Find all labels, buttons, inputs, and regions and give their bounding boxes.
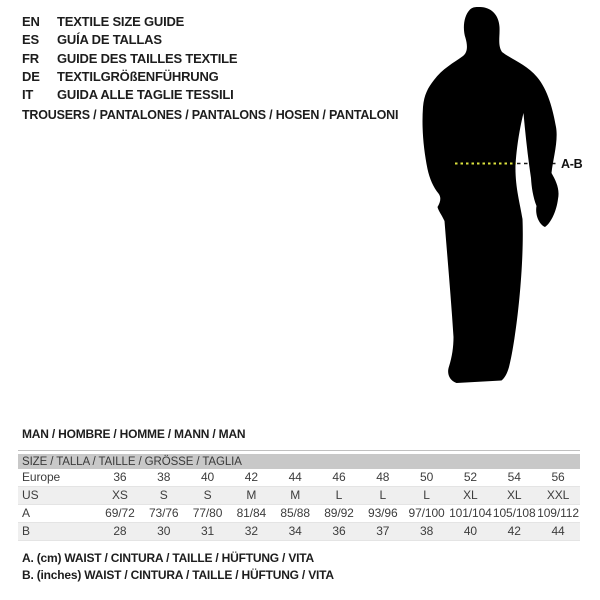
- size-cell: 109/112: [536, 505, 580, 523]
- language-code: DE: [22, 68, 40, 84]
- language-code: FR: [22, 50, 39, 66]
- size-cell: 36: [317, 523, 361, 541]
- language-label: TEXTILGRÖßENFÜHRUNG: [57, 68, 219, 84]
- language-list: [22, 13, 237, 104]
- size-cell: 36: [98, 469, 142, 487]
- size-cell: 46: [317, 469, 361, 487]
- row-label: B: [18, 523, 98, 541]
- size-table: [18, 454, 580, 541]
- size-cell: 85/88: [273, 505, 317, 523]
- size-cell: 89/92: [317, 505, 361, 523]
- language-code: ES: [22, 32, 39, 48]
- size-cell: 44: [273, 469, 317, 487]
- size-cell: 38: [142, 469, 186, 487]
- size-cell: 93/96: [361, 505, 405, 523]
- table-row: [18, 523, 580, 541]
- size-cell: 28: [98, 523, 142, 541]
- size-cell: XL: [449, 487, 493, 505]
- product-heading: TROUSERS / PANTALONES / PANTALONS / HOSEN / PANTALONI: [22, 108, 399, 122]
- size-cell: 97/100: [405, 505, 449, 523]
- size-cell: 37: [361, 523, 405, 541]
- man-silhouette-figure: [414, 2, 584, 392]
- size-cell: S: [142, 487, 186, 505]
- table-row: [18, 487, 580, 505]
- size-cell: 50: [405, 469, 449, 487]
- size-cell: 42: [492, 523, 536, 541]
- size-cell: 54: [492, 469, 536, 487]
- size-cell: L: [405, 487, 449, 505]
- size-cell: 40: [449, 523, 493, 541]
- size-cell: 52: [449, 469, 493, 487]
- size-cell: 40: [186, 469, 230, 487]
- section-heading: MAN / HOMBRE / HOMME / MANN / MAN: [22, 427, 246, 441]
- language-label: TEXTILE SIZE GUIDE: [57, 14, 185, 29]
- size-cell: 105/108: [492, 505, 536, 523]
- row-label: A: [18, 505, 98, 523]
- size-cell: 32: [229, 523, 273, 541]
- table-row: [18, 469, 580, 487]
- size-cell: 48: [361, 469, 405, 487]
- size-cell: 42: [229, 469, 273, 487]
- row-label: Europe: [18, 469, 98, 487]
- footnote: A. (cm) WAIST / CINTURA / TAILLE / HÜFTUNG / VITA: [22, 551, 314, 565]
- size-cell: S: [186, 487, 230, 505]
- language-label: GUIDE DES TAILLES TEXTILE: [57, 50, 238, 66]
- language-row: [22, 50, 237, 68]
- language-row: [22, 86, 237, 104]
- size-cell: L: [361, 487, 405, 505]
- size-cell: 34: [273, 523, 317, 541]
- measure-label: A-B: [561, 157, 583, 171]
- table-top-rule: [18, 450, 580, 451]
- size-cell: 44: [536, 523, 580, 541]
- size-cell: 101/104: [449, 505, 493, 523]
- footnote: B. (inches) WAIST / CINTURA / TAILLE / HÜFTUNG / VITA: [22, 567, 334, 582]
- size-cell: 77/80: [186, 505, 230, 523]
- language-code: EN: [22, 14, 40, 29]
- table-header-row: [18, 454, 580, 469]
- size-cell: 38: [405, 523, 449, 541]
- size-cell: XS: [98, 487, 142, 505]
- language-label: GUÍA DE TALLAS: [57, 32, 162, 48]
- man-silhouette: [423, 7, 559, 383]
- language-code: IT: [22, 87, 34, 103]
- size-cell: 31: [186, 523, 230, 541]
- size-cell: M: [229, 487, 273, 505]
- size-table-body: [18, 469, 580, 541]
- size-cell: 69/72: [98, 505, 142, 523]
- size-cell: 30: [142, 523, 186, 541]
- language-row: [22, 31, 237, 49]
- size-cell: L: [317, 487, 361, 505]
- size-cell: 81/84: [229, 505, 273, 523]
- size-cell: 56: [536, 469, 580, 487]
- size-cell: XL: [492, 487, 536, 505]
- table-row: [18, 505, 580, 523]
- language-label: GUIDA ALLE TAGLIE TESSILI: [57, 87, 234, 103]
- footnotes: [22, 550, 334, 583]
- size-cell: M: [273, 487, 317, 505]
- row-label: US: [18, 487, 98, 505]
- table-header: SIZE / TALLA / TAILLE / GRÖSSE / TAGLIA: [18, 454, 580, 469]
- language-row: [22, 13, 237, 31]
- size-cell: XXL: [536, 487, 580, 505]
- size-cell: 73/76: [142, 505, 186, 523]
- language-row: [22, 68, 237, 86]
